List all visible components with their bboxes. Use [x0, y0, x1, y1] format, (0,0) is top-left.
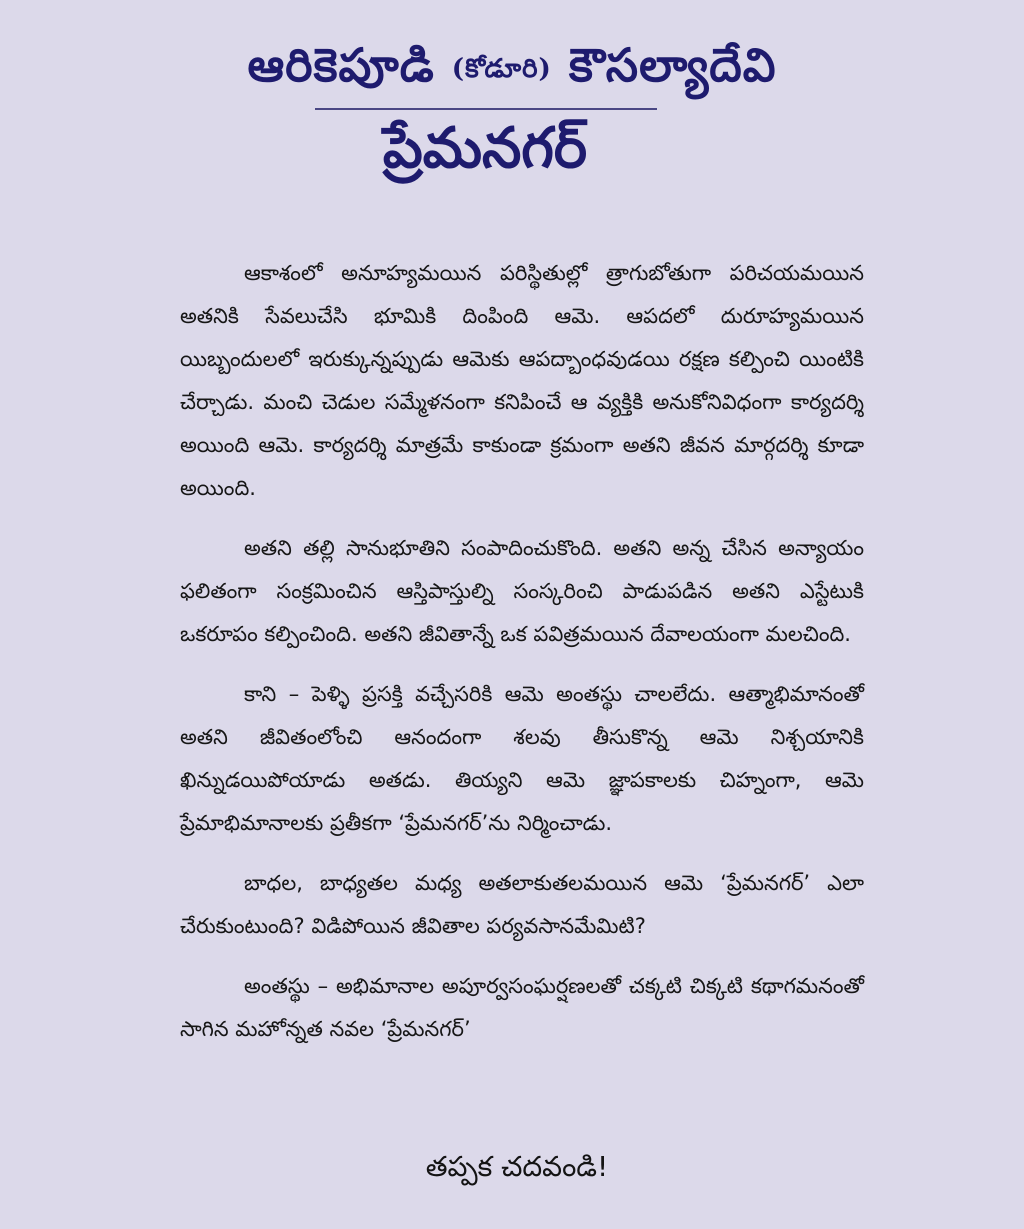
author-last-name: కౌసల్యాదేవి — [568, 38, 777, 92]
title-divider — [315, 108, 657, 110]
synopsis-paragraph-1: ఆకాశంలో అనూహ్యమయిన పరిస్థితుల్లో త్రాగుబోతుగా పరిచయమయిన అతనికి సేవలుచేసి భూమికి దింపింది ఆమె. ఆపదలో దురూహ్యమయిన యిబ్బందులలో ఇరుక్కున్నప్పుడు ఆమెకు ఆపద్బాంధవుడయి రక్షణ కల్పించి యింటికి చేర్చాడు. మంచి చెడుల సమ్మేళనంగా కనిపించే ఆ వ్యక్తికి అనుకోనివిధంగా కార్యదర్శి అయింది ఆమె. కార్యదర్శి మాత్రమే కాకుండా క్రమంగా అతని జీవన మార్గదర్శి కూడా అయింది. — [180, 261, 864, 500]
synopsis-paragraph-4: బాధల, బాధ్యతల మధ్య అతలాకుతలమయిన ఆమె ‘ప్రేమనగర్’ ఎలా చేరుకుంటుంది? విడిపోయిన జీవితాల పర్యవసానమేమిటి? — [180, 871, 864, 938]
synopsis-paragraph-2: అతని తల్లి సానుభూతిని సంపాదించుకొంది. అతని అన్న చేసిన అన్యాయం ఫలితంగా సంక్రమించిన ఆస్తిపాస్తుల్ని సంస్కరించి పాడుపడిన అతని ఎస్టేటుకి ఒకరూపం కల్పించింది. అతని జీవితాన్నే ఒక పవిత్రమయిన దేవాలయంగా మలచింది. — [180, 536, 864, 646]
author-first-name: ఆరికెపూడి — [247, 38, 435, 92]
synopsis-paragraph-3: కాని – పెళ్ళి ప్రసక్తి వచ్చేసరికి ఆమె అంతస్థు చాలలేదు. ఆత్మాభిమానంతో అతని జీవితంలోంచి ఆనందంగా శలవు తీసుకొన్న ఆమె నిశ్చయానికి ఖిన్నుడయిపోయాడు అతడు. తియ్యని ఆమె జ్ఞాపకాలకు చిహ్నంగా, ఆమె ప్రేమాభిమానాలకు ప్రతీకగా ‘ప్రేమనగర్’ను నిర్మించాడు. — [180, 682, 864, 835]
synopsis — [180, 252, 864, 1068]
author-name — [0, 30, 1024, 104]
closing-line: తప్పక చదవండి! — [425, 1150, 609, 1183]
book-title: ప్రేమనగర్ — [382, 116, 588, 181]
synopsis-paragraph-5: అంతస్థు – అభిమానాల అపూర్వసంఘర్షణలతో చక్కటి చిక్కటి కథాగమనంతో సాగిన మహోన్నత నవల ‘ప్రేమనగర్’ — [180, 974, 864, 1041]
header — [0, 30, 1024, 186]
author-maiden-name: (కోడూరి) — [451, 54, 552, 84]
